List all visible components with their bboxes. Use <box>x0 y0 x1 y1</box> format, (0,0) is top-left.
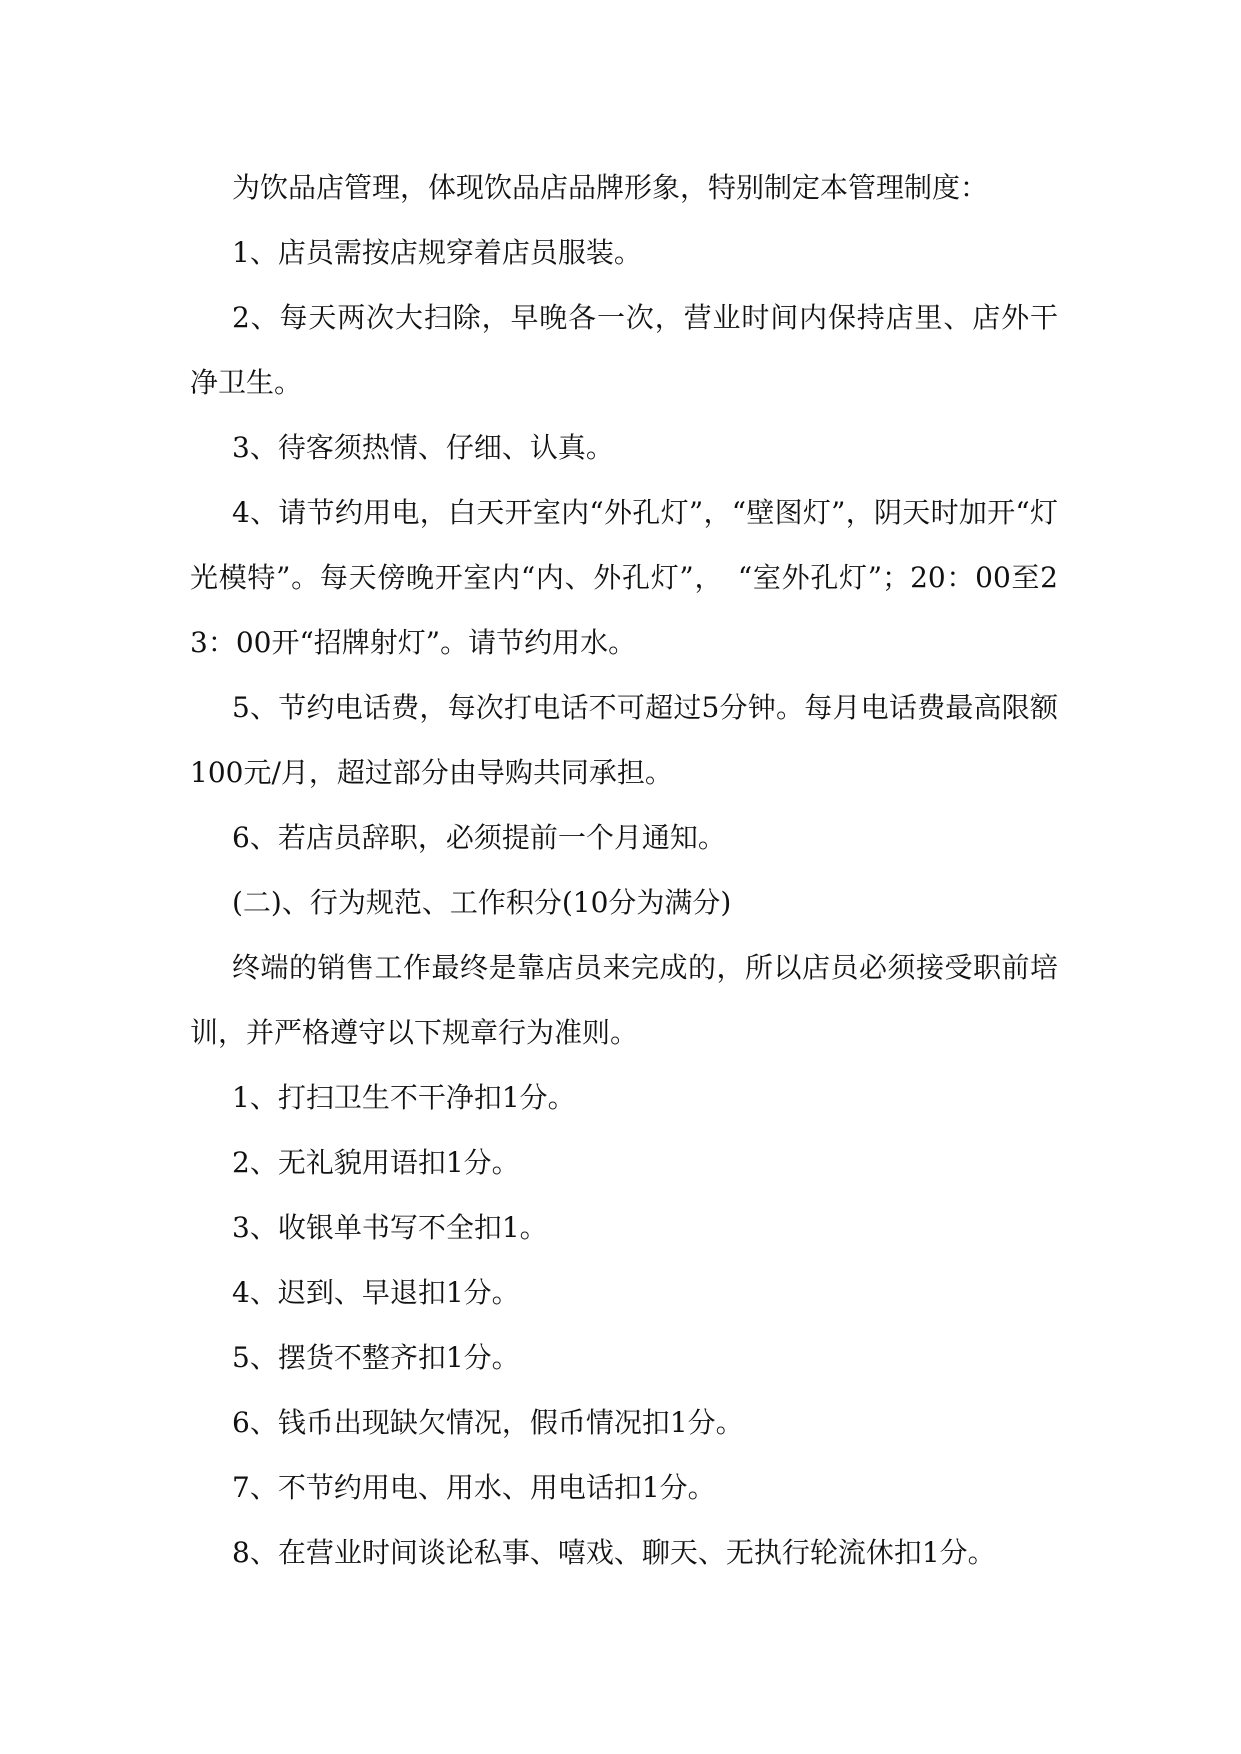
penalty-item: 7、不节约用电、用水、用电话扣1分。 <box>232 1471 716 1504</box>
rule-resignation: 6、若店员辞职，必须提前一个月通知。 <box>232 821 726 854</box>
section-intro: 终端的销售工作最终是靠店员来完成的，所以店员必须接受职前培训，并严格遵守以下规章行为准则。 <box>190 951 1058 1049</box>
rule-uniform: 1、店员需按店规穿着店员服装。 <box>232 236 642 269</box>
section-heading: (二)、行为规范、工作积分(10分为满分) <box>232 886 732 919</box>
penalty-item: 4、迟到、早退扣1分。 <box>232 1276 520 1309</box>
rule-service: 3、待客须热情、仔细、认真。 <box>232 431 614 464</box>
intro-paragraph: 为饮品店管理，体现饮品店品牌形象，特别制定本管理制度： <box>232 171 989 204</box>
document-body <box>190 155 1058 1585</box>
rule-phone: 5、节约电话费，每次打电话不可超过5分钟。每月电话费最高限额100元/月，超过部分由导购共同承担。 <box>190 691 1058 789</box>
penalty-item: 6、钱币出现缺欠情况，假币情况扣1分。 <box>232 1406 744 1439</box>
penalty-item: 5、摆货不整齐扣1分。 <box>232 1341 520 1374</box>
penalty-item: 2、无礼貌用语扣1分。 <box>232 1146 520 1179</box>
rule-electricity: 4、请节约用电，白天开室内“外孔灯”，“壁图灯”，阴天时加开“灯光模特”。每天傍晚开室内“内、外孔灯”， “室外孔灯”；20：00至23：00开“招牌射灯”。请节约用水。 <box>190 496 1058 659</box>
rule-cleaning: 2、每天两次大扫除，早晚各一次，营业时间内保持店里、店外干净卫生。 <box>190 301 1058 399</box>
penalty-item: 1、打扫卫生不干净扣1分。 <box>232 1081 576 1114</box>
penalty-item: 3、收银单书写不全扣1。 <box>232 1211 548 1244</box>
penalty-item: 8、在营业时间谈论私事、嘻戏、聊天、无执行轮流休扣1分。 <box>232 1536 996 1569</box>
